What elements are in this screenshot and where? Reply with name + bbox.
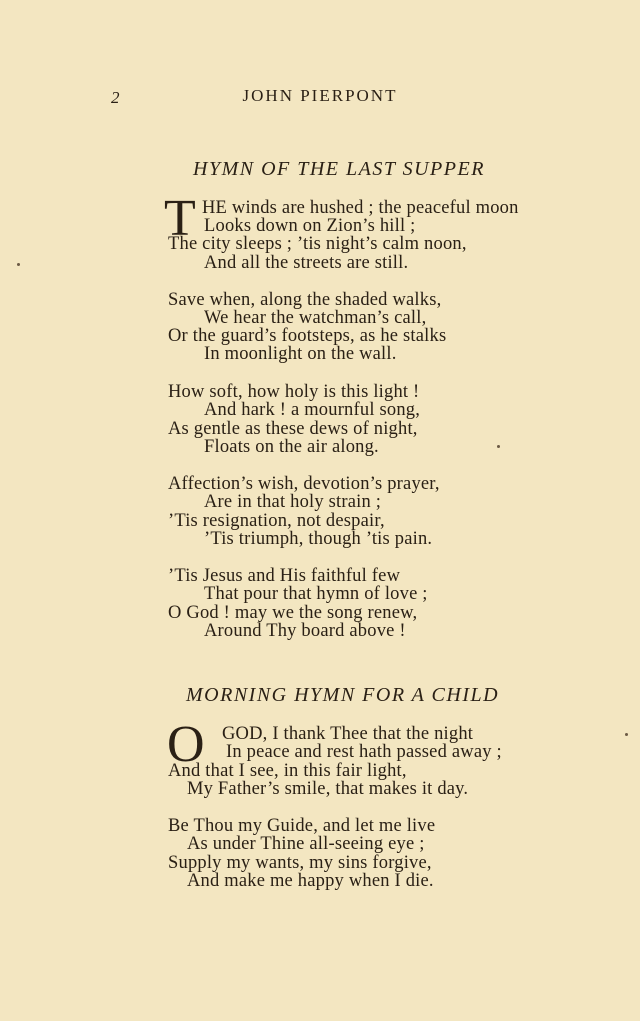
poem1-line-2: Looks down on Zion’s hill ; (204, 216, 416, 236)
poem1-line-9: How soft, how holy is this light ! (168, 382, 420, 402)
poem2-line-4: My Father’s smile, that makes it day. (187, 779, 469, 799)
poem1-line-11: As gentle as these dews of night, (168, 419, 418, 439)
poem2-line-8: And make me happy when I die. (187, 871, 434, 891)
paper-speck (625, 733, 628, 736)
poem1-line-10: And hark ! a mournful song, (204, 400, 421, 420)
poem1-line-6: We hear the watchman’s call, (204, 308, 427, 328)
poem2-line-5: Be Thou my Guide, and let me live (168, 816, 436, 836)
poem2-drop-cap: O (167, 716, 205, 773)
poem1-line-7: Or the guard’s footsteps, as he stalks (168, 326, 447, 346)
poem2-line-3: And that I see, in this fair light, (168, 761, 407, 781)
paper-speck (17, 263, 20, 266)
poem2-line-6: As under Thine all-seeing eye ; (187, 834, 425, 854)
poem1-title: HYMN OF THE LAST SUPPER (193, 158, 485, 180)
poem2-line-1: GOD, I thank Thee that the night (222, 724, 474, 744)
running-head: JOHN PIERPONT (242, 86, 398, 105)
poem1-line-4: And all the streets are still. (204, 253, 409, 273)
poem1-line-12: Floats on the air along. (204, 437, 379, 457)
poem2-title: MORNING HYMN FOR A CHILD (186, 684, 500, 706)
poem1-line-5: Save when, along the shaded walks, (168, 290, 442, 310)
poem1-line-13: Affection’s wish, devotion’s prayer, (168, 474, 440, 494)
poem1-line-19: O God ! may we the song renew, (168, 603, 418, 623)
poem1-line-16: ’Tis triumph, though ’tis pain. (204, 529, 433, 549)
poem1-drop-cap: T (164, 190, 196, 247)
poem2-line-7: Supply my wants, my sins forgive, (168, 853, 432, 873)
poem1-line-17: ’Tis Jesus and His faithful few (168, 566, 401, 586)
paper-speck (497, 445, 500, 448)
poem1-line-3: The city sleeps ; ’tis night’s calm noon, (168, 234, 467, 254)
poem1-line-18: That pour that hymn of love ; (204, 584, 428, 604)
poem1-line-8: In moonlight on the wall. (204, 344, 397, 364)
poem1-line-20: Around Thy board above ! (204, 621, 406, 641)
page-number: 2 (111, 88, 120, 107)
poem1-line-14: Are in that holy strain ; (204, 492, 382, 512)
poem2-line-2: In peace and rest hath passed away ; (226, 742, 502, 762)
poem1-line-1: HE winds are hushed ; the peaceful moon (202, 198, 519, 218)
poem1-line-15: ’Tis resignation, not despair, (168, 511, 385, 531)
